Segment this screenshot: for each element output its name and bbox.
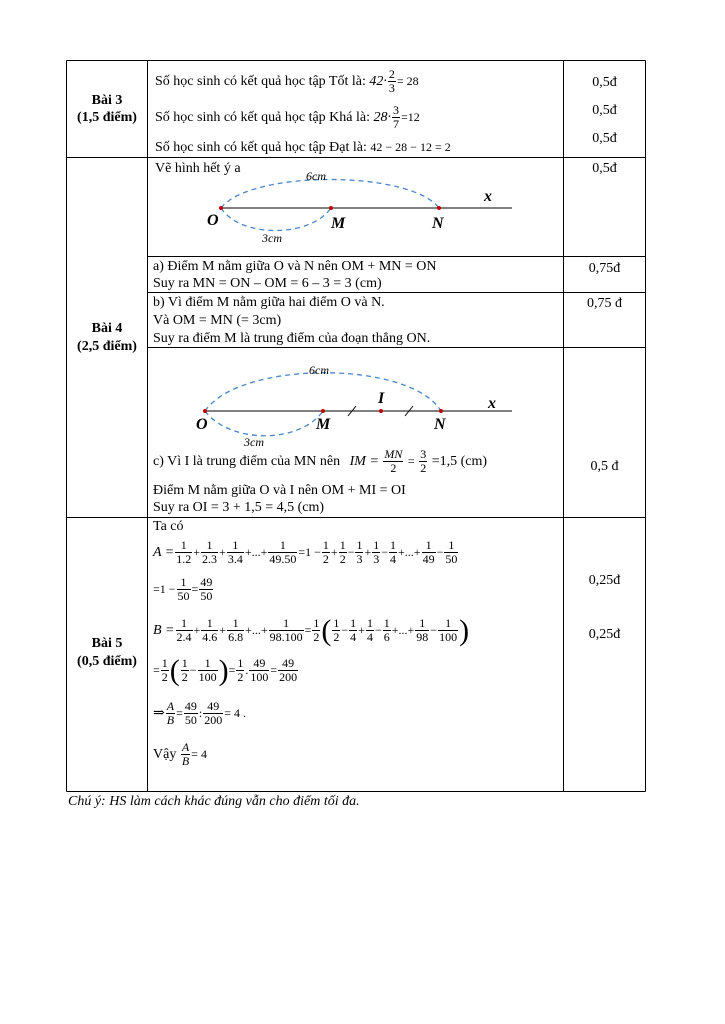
fraction: $\frac{1}{4.6}$ <box>202 616 218 645</box>
bai5-sum-a <box>153 535 459 570</box>
math-text: = <box>153 663 160 677</box>
fraction: $\frac{1}{3}$ <box>373 538 380 567</box>
bai5-score-b: 0,25đ <box>588 627 621 642</box>
bai4-b-line1: b) Vì điểm M nằm giữa hai điểm O và N. <box>153 295 385 310</box>
bai4-b-line3: Suy ra điểm M là trung điểm của đoạn thẳng ON. <box>153 331 431 346</box>
fraction: $\frac{1}{2}$ <box>322 538 329 567</box>
fraction: $\frac{1}{98}$ <box>416 616 429 645</box>
paren: ( <box>321 613 332 647</box>
bai5-sum-b-result <box>153 653 299 688</box>
math-text: Vậy <box>153 747 180 762</box>
math-text: + <box>358 623 365 637</box>
bai4-b-score: 0,75 đ <box>587 296 622 311</box>
bai4-c-line3: Suy ra OI = 3 + 1,5 = 4,5 (cm) <box>153 500 325 515</box>
math-text: = <box>176 706 183 720</box>
bai4-c-frac-mn: $\frac{MN}{2}$ <box>384 447 403 476</box>
fig1-label-o: O <box>207 212 219 229</box>
math-text: A = <box>153 545 175 560</box>
math-text: = <box>191 582 199 596</box>
fig2-point-o <box>203 409 207 413</box>
fraction: $\frac{1}{1.2}$ <box>176 538 192 567</box>
fraction: $\frac{49}{50}$ <box>200 575 213 604</box>
math-text: + <box>219 545 226 559</box>
fig2-label-m: M <box>316 416 331 433</box>
fraction: $\frac{1}{2}$ <box>161 656 168 685</box>
math-text: − <box>347 545 355 559</box>
bai3-line1-math: 42· <box>369 74 387 89</box>
fraction: $\frac{1}{4}$ <box>366 616 373 645</box>
bai4-c-frac-3-2: $\frac{3}{2}$ <box>420 447 427 476</box>
bai4-a-line2: Suy ra MN = ON – OM = 6 – 3 = 3 (cm) <box>153 276 382 291</box>
bai3-line2-result: =12 <box>401 110 420 124</box>
fraction: $\frac{A}{B}$ <box>181 740 190 769</box>
fraction: $\frac{1}{98.100}$ <box>269 616 303 645</box>
math-text: . <box>245 663 249 677</box>
fraction: $\frac{1}{3}$ <box>356 538 363 567</box>
math-text: − <box>189 663 197 677</box>
fraction: $\frac{1}{49.50}$ <box>269 538 297 567</box>
bai4-b-line2: Và OM = MN (= 3cm) <box>153 313 282 328</box>
bai3-line1-text: Số học sinh có kết quả học tập Tốt là: <box>155 74 366 89</box>
math-text: +...+ <box>398 545 421 559</box>
math-text: ⇒ <box>153 706 165 721</box>
bai5-intro: Ta có <box>153 519 184 534</box>
footnote: Chú ý: HS làm cách khác đúng vẫn cho điểm tối đa. <box>68 794 360 809</box>
fig2-label-i: I <box>378 390 385 407</box>
fraction: $\frac{1}{100}$ <box>198 656 217 685</box>
fraction: $\frac{1}{2}$ <box>181 656 188 685</box>
bai4-a-line1: a) Điểm M nằm giữa O và N nên OM + MN = ON <box>153 259 437 274</box>
bai4-fig-score: 0,5đ <box>592 161 617 176</box>
bai3-line3-text: Số học sinh có kết quả học tập Đạt là: <box>155 140 367 155</box>
bai4-c-result: =1,5 (cm) <box>431 454 488 469</box>
math-text: +...+ <box>245 623 268 637</box>
math-text: = <box>228 663 236 677</box>
math-text: − <box>430 623 438 637</box>
math-text: = 4 . <box>224 706 246 720</box>
bai4-title: Bài 4 <box>91 321 123 336</box>
paren: ) <box>459 613 470 647</box>
fig2-arc-om <box>205 411 323 436</box>
math-text: + <box>219 623 227 637</box>
bai4-c-line1: c) Vì I là trung điểm của MN nên IM = $\frac{MN}{2}$ = $\frac{3}{2}$ =1,5 (cm) <box>153 447 488 476</box>
math-text: = <box>270 663 278 677</box>
math-text: B = <box>153 623 175 638</box>
math-text: − <box>436 545 444 559</box>
fraction: $\frac{1}{6.8}$ <box>228 616 244 645</box>
bai5-score-a: 0,25đ <box>588 573 621 588</box>
math-text: − <box>374 623 382 637</box>
fraction: $\frac{1}{2}$ <box>333 616 340 645</box>
fig2-top-length: 6cm <box>309 363 329 377</box>
math-text: − <box>341 623 349 637</box>
fig2-label-o: O <box>196 416 208 433</box>
bai5-sum-a-result <box>153 572 214 607</box>
fig1-label-m: M <box>331 215 346 232</box>
bai3-line3-math: 42 − 28 − 12 = 2 <box>370 140 451 154</box>
bai3-line2-text: Số học sinh có kết quả học tập Khá là: <box>155 110 371 125</box>
fig1-label-x: x <box>484 188 492 205</box>
fig1-top-length: 6cm <box>306 169 326 183</box>
bai3-score-3: 0,5đ <box>592 131 617 146</box>
bai4-c-math-lhs: IM = <box>349 454 379 469</box>
math-text: + <box>364 545 372 559</box>
math-text: : <box>198 706 203 720</box>
bai3-line2-frac: $\frac{3}{7}$ <box>393 103 400 132</box>
fraction: $\frac{1}{50}$ <box>177 575 190 604</box>
fraction: $\frac{49}{200}$ <box>204 699 223 728</box>
bai3-points: (1,5 điểm) <box>77 110 137 125</box>
bai3-score-2: 0,5đ <box>592 103 617 118</box>
fraction: $\frac{1}{2.4}$ <box>176 616 192 645</box>
math-text: =1 − <box>298 545 321 559</box>
fraction: $\frac{49}{200}$ <box>279 656 298 685</box>
bai5-conclusion <box>153 737 207 772</box>
fraction: $\frac{1}{50}$ <box>445 538 458 567</box>
fraction: $\frac{1}{100}$ <box>439 616 458 645</box>
math-text: + <box>330 545 338 559</box>
paren: ( <box>169 653 180 687</box>
fig1-bottom-length: 3cm <box>262 231 282 245</box>
fig2-label-x: x <box>488 395 496 412</box>
bai5-sum-b <box>153 613 469 648</box>
fraction: $\frac{1}{6}$ <box>383 616 390 645</box>
fraction: $\frac{1}{4}$ <box>350 616 357 645</box>
bai4-c-line2: Điểm M nằm giữa O và I nên OM + MI = OI <box>153 483 406 498</box>
math-text: +...+ <box>244 545 268 559</box>
paren: ) <box>218 653 229 687</box>
bai3-title: Bài 3 <box>91 93 123 108</box>
fraction: $\frac{1}{2}$ <box>237 656 244 685</box>
fig2-point-m <box>321 409 325 413</box>
fig2-point-n <box>439 409 443 413</box>
fraction: $\frac{1}{4}$ <box>390 538 397 567</box>
fig2-arc-on <box>205 373 441 411</box>
fraction: $\frac{A}{B}$ <box>166 699 175 728</box>
bai3-score-1: 0,5đ <box>592 75 617 90</box>
bai5-points: (0,5 điểm) <box>77 654 137 669</box>
bai3-line1-frac: $\frac{2}{3}$ <box>388 67 395 96</box>
math-text: +...+ <box>391 623 415 637</box>
bai5-ratio <box>153 696 246 731</box>
math-text: = 4 <box>191 747 207 761</box>
fig2-point-i <box>379 409 383 413</box>
bai5-title: Bài 5 <box>91 636 123 651</box>
math-text: − <box>381 545 389 559</box>
math-text: + <box>193 545 201 559</box>
fraction: $\frac{1}{2.3}$ <box>202 538 218 567</box>
bai4-a-score: 0,75đ <box>588 261 621 276</box>
fraction: $\frac{1}{2}$ <box>313 616 320 645</box>
math-text: = <box>304 623 312 637</box>
fraction: $\frac{1}{3.4}$ <box>227 538 243 567</box>
fig2-bottom-length: 3cm <box>244 435 264 449</box>
bai4-fig-intro: Vẽ hình hết ý a <box>155 161 241 176</box>
bai3-line1-result: = 28 <box>396 74 419 88</box>
fraction: $\frac{49}{100}$ <box>250 656 269 685</box>
fraction: $\frac{1}{49}$ <box>422 538 435 567</box>
bai4-points: (2,5 điểm) <box>77 339 137 354</box>
bai3-line2-math: 28· <box>373 110 392 125</box>
fig2-label-n: N <box>434 416 446 433</box>
math-text: =1 − <box>153 582 176 596</box>
fraction: $\frac{49}{50}$ <box>184 699 197 728</box>
fig1-label-n: N <box>432 215 444 232</box>
math-text: + <box>193 623 201 637</box>
bai4-c-score: 0,5 đ <box>590 459 619 474</box>
fraction: $\frac{1}{2}$ <box>339 538 346 567</box>
bai4-c-text: c) Vì I là trung điểm của MN nên <box>153 454 341 469</box>
